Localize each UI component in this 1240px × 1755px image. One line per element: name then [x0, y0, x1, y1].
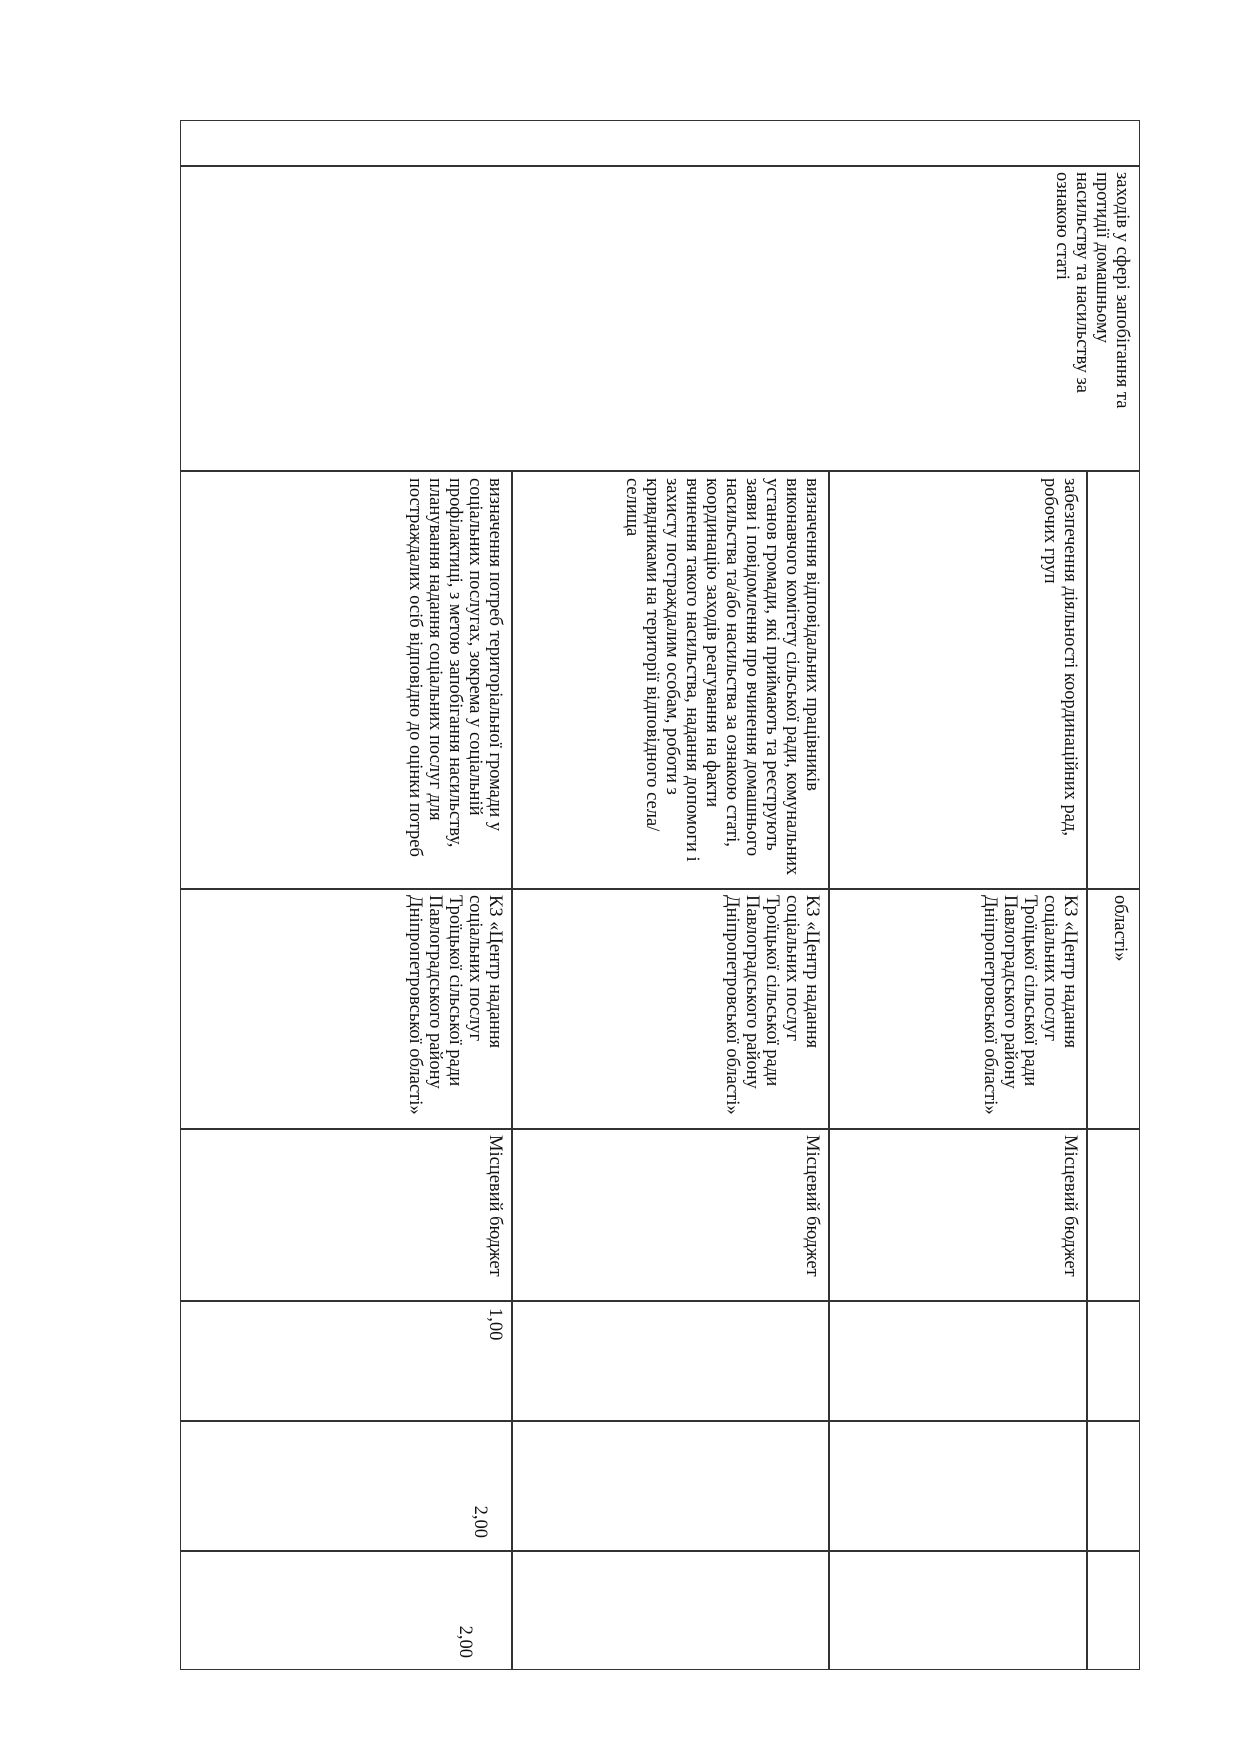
activity-cell — [1052, 172, 1132, 462]
executor-cell: КЗ «Центр надання соціальних послуг Троїцької сільської ради Павлоградського району Дніпропетровської області» — [405, 895, 505, 1115]
column-divider — [180, 1420, 1140, 1422]
document-table — [180, 120, 1140, 1670]
source-cell: Місцевий бюджет — [1060, 1135, 1080, 1277]
year3-value: 2,00 — [455, 1625, 475, 1658]
column-divider — [180, 1550, 1140, 1552]
row-divider — [1087, 470, 1089, 1670]
column-divider — [180, 470, 1140, 472]
column-divider — [180, 1300, 1140, 1302]
column-divider — [180, 888, 1140, 890]
year1-value: 1,00 — [485, 1308, 505, 1341]
activity-line: протидії домашньому — [1092, 172, 1112, 343]
task-cell: визначення потреб територіальної громади у соціальних послугах, зокрема у соціальній профілактиці, з метою запобігання насильству, планування надання соціальних послуг для постраждалих осіб відповідно до оцінки потреб — [405, 478, 505, 857]
row-divider — [829, 470, 831, 1670]
source-cell: Місцевий бюджет — [802, 1135, 822, 1277]
task-cell: забезпечення діяльності координаційних рад, робочих груп — [1040, 478, 1080, 837]
source-cell: Місцевий бюджет — [485, 1135, 505, 1277]
column-divider — [180, 1128, 1140, 1130]
executor-cell: області» — [1110, 895, 1130, 962]
column-divider — [180, 165, 1140, 167]
task-cell: визначення відповідальних працівників виконавчого комітету сільської ради, комунальних установ громади, які приймають та реєструють заяви і повідомлення про вчинення домашнього насильства та/або насильства за ознакою статі, координацію заходів реагування на факти вчинення такого насильства, надання допомоги і захисту постраждалим особам, роботи з кривдниками на території відповідного села/селища — [622, 478, 822, 876]
activity-line: насильству та насильству за — [1072, 172, 1092, 393]
row-divider — [512, 470, 514, 1670]
activity-line: заходів у сфері запобігання та — [1112, 172, 1132, 409]
activity-line: ознакою статі — [1052, 172, 1072, 280]
executor-cell: КЗ «Центр надання соціальних послуг Троїцької сільської ради Павлоградського району Дніпропетровської області» — [722, 895, 822, 1115]
year2-value: 2,00 — [470, 1505, 490, 1538]
executor-cell: КЗ «Центр надання соціальних послуг Троїцької сільської ради Павлоградського району Дніпропетровської області» — [980, 895, 1080, 1115]
